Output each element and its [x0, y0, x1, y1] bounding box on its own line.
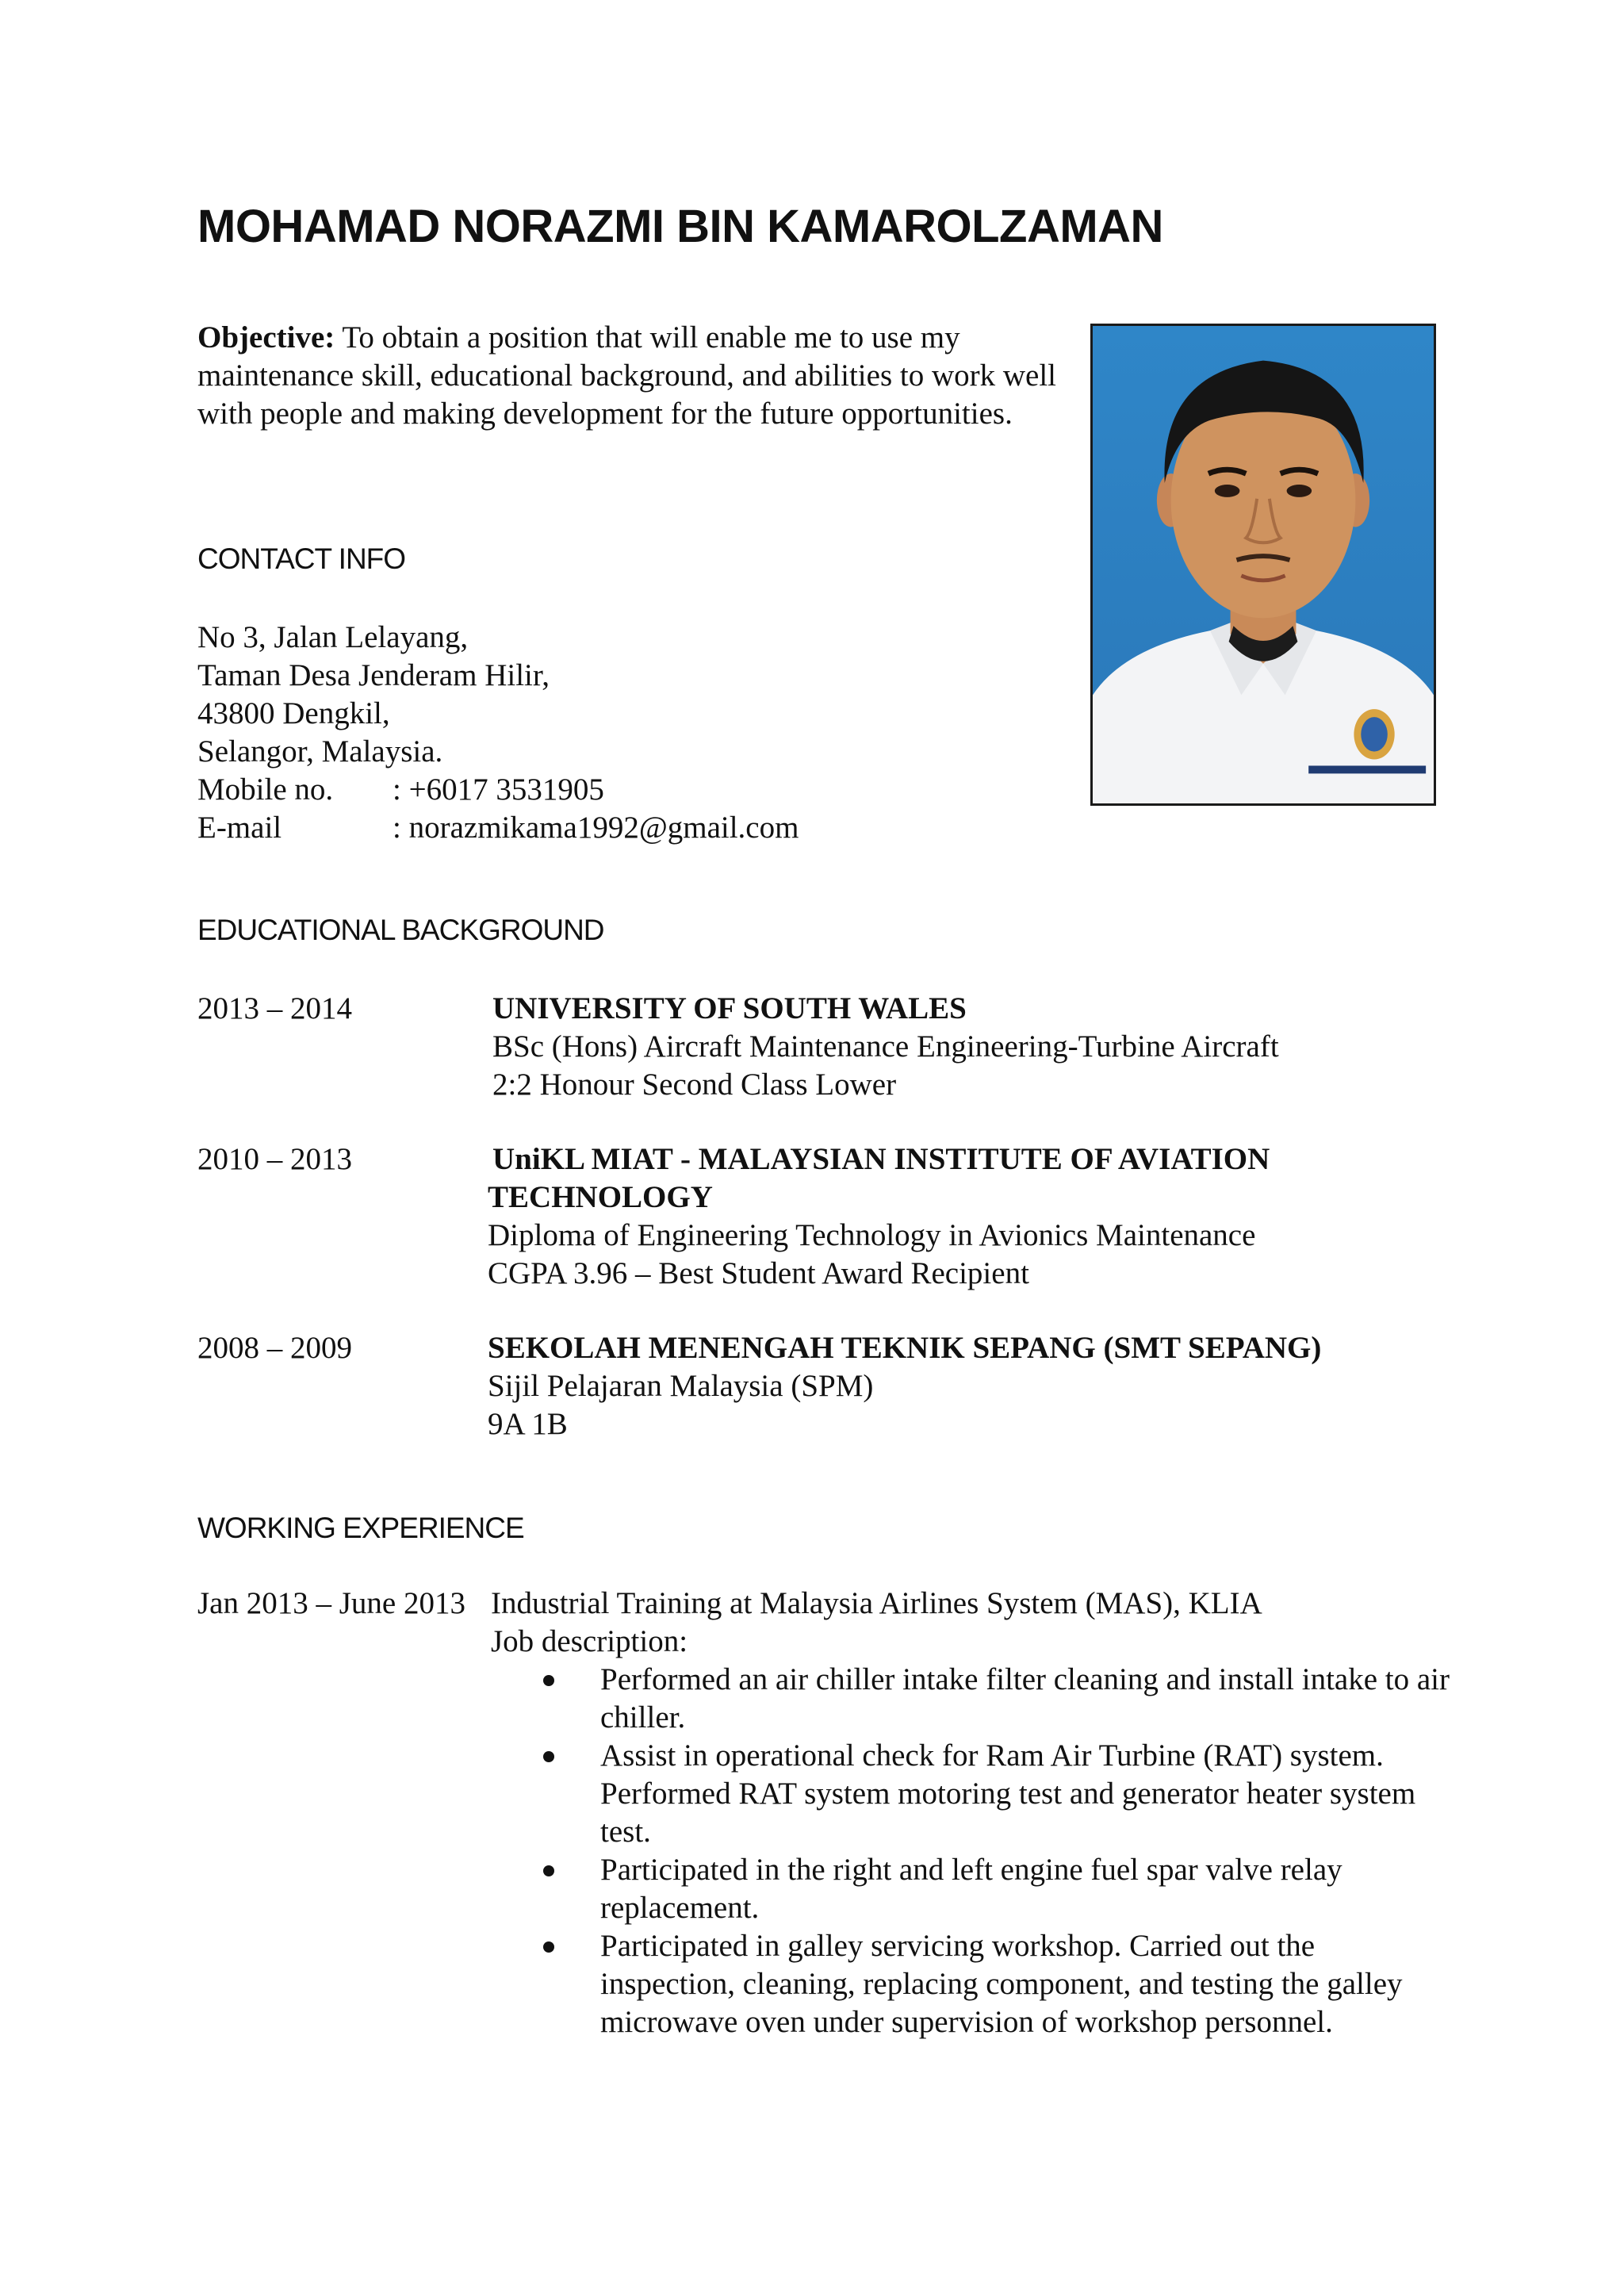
- address-line: No 3, Jalan Lelayang,: [197, 620, 469, 654]
- education-line: 9A 1B: [488, 1407, 568, 1441]
- address-line: 43800 Dengkil,: [197, 696, 390, 730]
- email-row: [197, 809, 799, 847]
- education-years: 2013 – 2014: [197, 991, 352, 1025]
- address-line: Taman Desa Jenderam Hilir,: [197, 658, 550, 692]
- education-line: 2:2 Honour Second Class Lower: [492, 1068, 897, 1102]
- education-details: [492, 990, 1618, 1104]
- education-line: BSc (Hons) Aircraft Maintenance Engineering-Turbine Aircraft: [492, 1029, 1279, 1064]
- work-period: Jan 2013 – June 2013: [197, 1586, 465, 1620]
- bullet-icon: [543, 1865, 554, 1876]
- institution-name: UniKL MIAT - MALAYSIAN INSTITUTE OF AVIATION TECHNOLOGY: [488, 1142, 1270, 1214]
- objective-paragraph: [197, 319, 1070, 433]
- institution-name: UNIVERSITY OF SOUTH WALES: [492, 991, 967, 1025]
- mobile-label: Mobile no.: [197, 772, 334, 807]
- bullet-text: Participated in galley servicing workshop. Carried out the inspection, cleaning, replacing component, and testing the galley microwave oven under supervision of workshop personnel.: [600, 1929, 1403, 2039]
- address-line: Selangor, Malaysia.: [197, 734, 443, 769]
- profile-photo-icon: [1093, 326, 1434, 803]
- bullet-icon: [543, 1751, 554, 1762]
- education-years: 2008 – 2009: [197, 1331, 352, 1365]
- bullet-icon: [543, 1675, 554, 1686]
- list-item: [543, 1737, 1457, 1851]
- work-title: Industrial Training at Malaysia Airlines System (MAS), KLIA: [491, 1586, 1262, 1620]
- education-years: 2010 – 2013: [197, 1142, 352, 1176]
- education-line: CGPA 3.96 – Best Student Award Recipient: [488, 1256, 1029, 1290]
- list-item: [543, 1661, 1457, 1737]
- candidate-name: MOHAMAD NORAZMI BIN KAMAROLZAMAN: [197, 201, 1163, 252]
- education-line: Diploma of Engineering Technology in Avionics Maintenance: [488, 1218, 1256, 1252]
- mobile-value: : +6017 3531905: [393, 772, 604, 807]
- education-details: [488, 1140, 1344, 1293]
- education-line: Sijil Pelajaran Malaysia (SPM): [488, 1369, 874, 1403]
- contact-info-heading: CONTACT INFO: [197, 542, 406, 575]
- work-details: [491, 1585, 1617, 2041]
- objective-label: Objective:: [197, 320, 335, 355]
- institution-name: SEKOLAH MENENGAH TEKNIK SEPANG (SMT SEPANG): [488, 1331, 1322, 1365]
- job-description-list: [543, 1661, 1617, 2041]
- list-item: [543, 1851, 1457, 1927]
- email-value: : norazmikama1992@gmail.com: [393, 811, 799, 845]
- profile-photo: [1090, 324, 1436, 806]
- education-details: [488, 1329, 1614, 1443]
- list-item: [543, 1927, 1457, 2041]
- bullet-text: Participated in the right and left engine fuel spar valve relay replacement.: [600, 1853, 1342, 1925]
- educational-background-heading: EDUCATIONAL BACKGROUND: [197, 914, 604, 946]
- bullet-icon: [543, 1941, 554, 1953]
- working-experience-heading: WORKING EXPERIENCE: [197, 1512, 524, 1544]
- contact-block: [197, 619, 799, 847]
- mobile-row: [197, 771, 799, 809]
- bullet-text: Assist in operational check for Ram Air Turbine (RAT) system. Performed RAT system motoring test and generator heater system test.: [600, 1738, 1416, 1849]
- bullet-text: Performed an air chiller intake filter cleaning and install intake to air chiller.: [600, 1662, 1450, 1734]
- job-description-label: Job description:: [491, 1624, 688, 1658]
- objective-text: To obtain a position that will enable me to use my maintenance skill, educational background, and abilities to work well with people and making development for the future opportunities.: [197, 320, 1057, 431]
- email-label: E-mail: [197, 811, 282, 845]
